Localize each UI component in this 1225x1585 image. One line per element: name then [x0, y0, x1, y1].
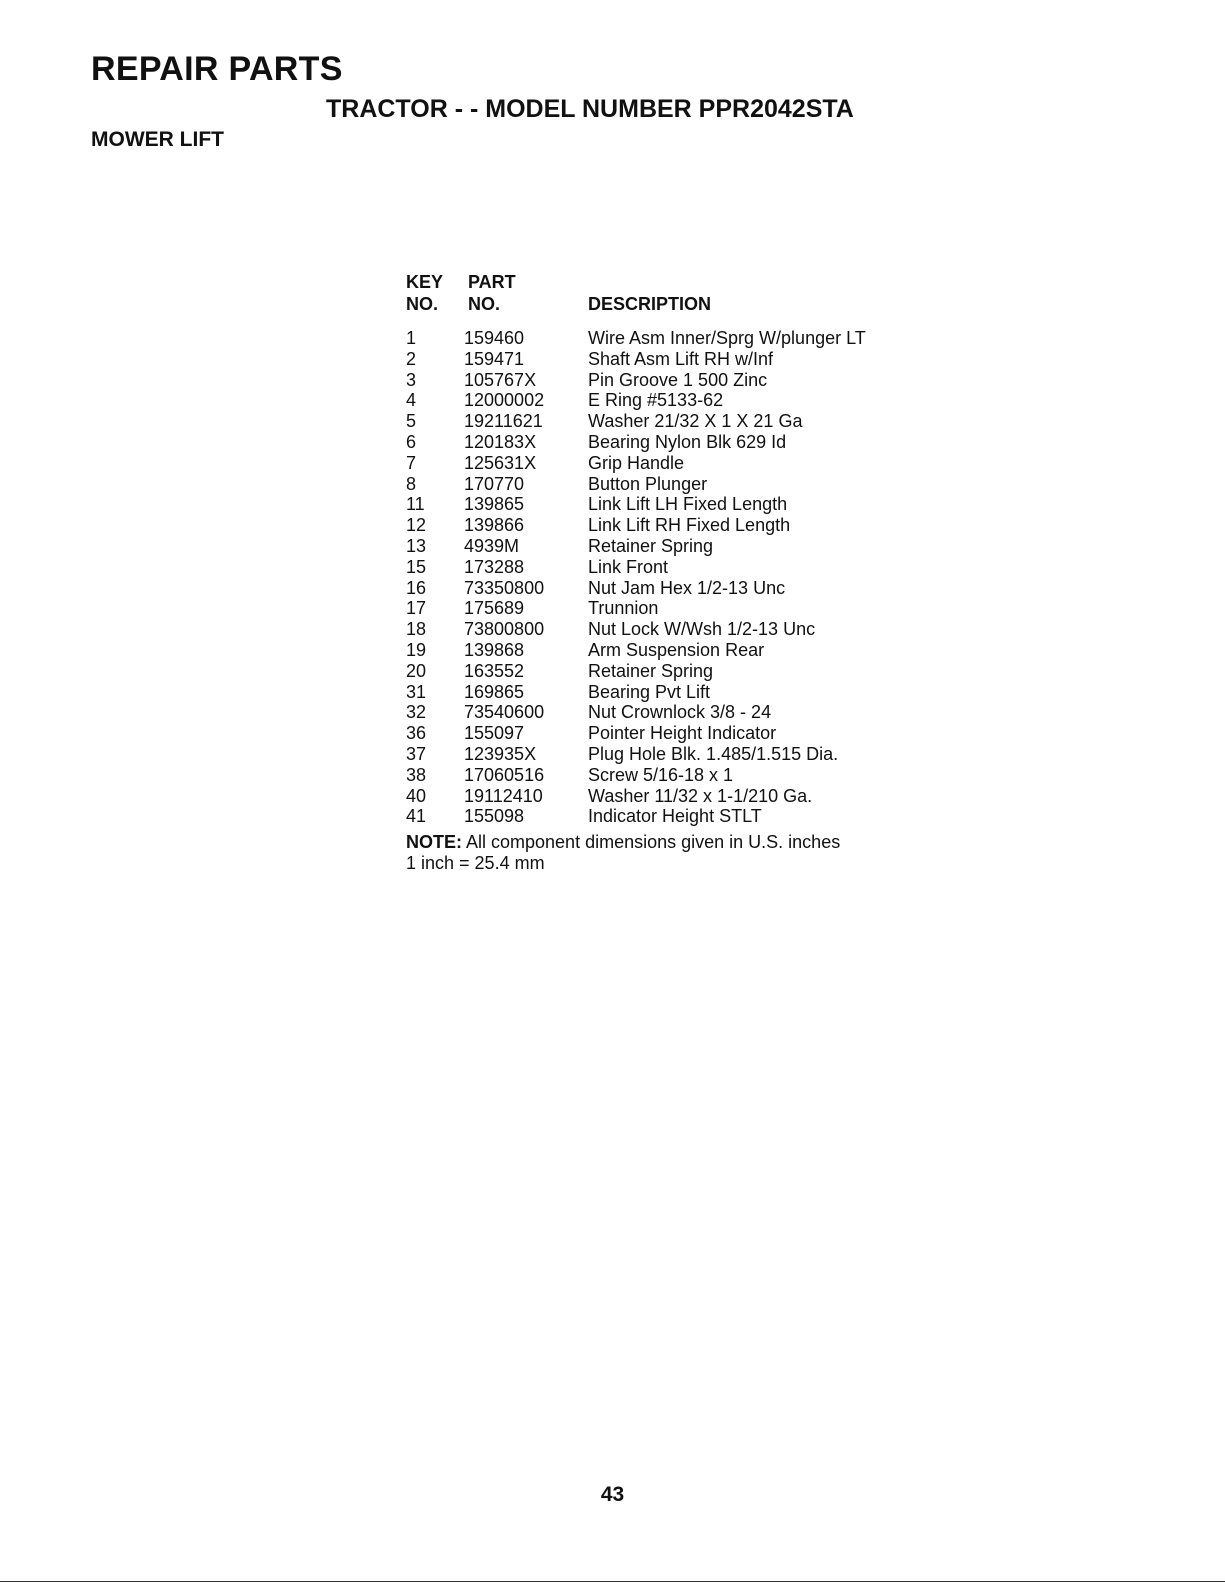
- description: Washer 21/32 X 1 X 21 Ga: [588, 411, 803, 432]
- page-number: 43: [600, 1483, 625, 1506]
- part-no: 175689: [464, 598, 525, 619]
- part-no: 73540600: [464, 702, 545, 723]
- header-key: KEY: [406, 272, 444, 292]
- page-title: REPAIR PARTS: [91, 50, 343, 88]
- description: Screw 5/16-18 x 1: [588, 764, 734, 785]
- note-label: NOTE:: [406, 832, 462, 853]
- table-row: [406, 474, 966, 495]
- note-block: [406, 832, 966, 874]
- parts-table: [406, 272, 966, 874]
- table-row: [406, 432, 966, 453]
- key-no: 16: [406, 577, 427, 598]
- key-no: 4: [406, 390, 417, 411]
- key-no: 7: [406, 452, 417, 473]
- table-row: [406, 723, 966, 744]
- table-row: [406, 411, 966, 432]
- part-no: 155098: [464, 806, 525, 827]
- table-row: [406, 702, 966, 723]
- description: Button Plunger: [588, 473, 708, 494]
- parts-list: [406, 328, 966, 827]
- table-row: [406, 744, 966, 765]
- table-row: [406, 328, 966, 349]
- header-part-no: NO.: [468, 294, 501, 314]
- description: Pin Groove 1 500 Zinc: [588, 369, 768, 390]
- part-no: 173288: [464, 556, 525, 577]
- key-no: 11: [406, 494, 425, 515]
- part-no: 159471: [464, 348, 525, 369]
- key-no: 8: [406, 473, 417, 494]
- description: Bearing Pvt Lift: [588, 681, 711, 702]
- key-no: 19: [406, 639, 427, 660]
- table-header-row-2: [406, 294, 966, 316]
- note-line: [406, 832, 966, 853]
- table-row: [406, 536, 966, 557]
- table-row: [406, 682, 966, 703]
- table-row: [406, 806, 966, 827]
- part-no: 169865: [464, 681, 525, 702]
- header-part: PART: [468, 272, 516, 292]
- part-no: 123935X: [464, 743, 537, 764]
- key-no: 1: [406, 328, 417, 348]
- key-no: 38: [406, 764, 427, 785]
- part-no: 19211621: [464, 411, 543, 432]
- part-no: 159460: [464, 328, 525, 348]
- bottom-rule: [0, 1581, 1225, 1582]
- description: Nut Lock W/Wsh 1/2-13 Unc: [588, 619, 816, 640]
- header-description: DESCRIPTION: [588, 294, 712, 314]
- part-no: 73800800: [464, 619, 545, 640]
- table-header-row-1: [406, 272, 966, 294]
- part-no: 105767X: [464, 369, 537, 390]
- key-no: 12: [406, 515, 427, 536]
- note-text: All component dimensions given in U.S. inches: [462, 832, 841, 853]
- key-no: 15: [406, 556, 427, 577]
- key-no: 13: [406, 535, 427, 556]
- key-no: 6: [406, 431, 417, 452]
- table-row: [406, 765, 966, 786]
- description: Retainer Spring: [588, 535, 714, 556]
- description: E Ring #5133-62: [588, 390, 724, 411]
- table-row: [406, 598, 966, 619]
- part-no: 4939M: [464, 535, 520, 556]
- table-row: [406, 578, 966, 599]
- description: Grip Handle: [588, 452, 685, 473]
- description: Bearing Nylon Blk 629 Id: [588, 431, 787, 452]
- key-no: 41: [406, 806, 427, 827]
- key-no: 31: [406, 681, 427, 702]
- table-row: [406, 494, 966, 515]
- key-no: 3: [406, 369, 417, 390]
- key-no: 37: [406, 743, 427, 764]
- table-row: [406, 640, 966, 661]
- part-no: 139865: [464, 494, 525, 515]
- note-conversion: 1 inch = 25.4 mm: [406, 853, 545, 874]
- table-row: [406, 661, 966, 682]
- description: Arm Suspension Rear: [588, 639, 765, 660]
- part-no: 139866: [464, 515, 525, 536]
- description: Trunnion: [588, 598, 659, 619]
- description: Nut Jam Hex 1/2-13 Unc: [588, 577, 786, 598]
- table-row: [406, 370, 966, 391]
- table-row: [406, 453, 966, 474]
- description: Shaft Asm Lift RH w/Inf: [588, 348, 774, 369]
- key-no: 2: [406, 348, 417, 369]
- part-no: 17060516: [464, 764, 545, 785]
- description: Washer 11/32 x 1-1/210 Ga.: [588, 785, 813, 806]
- key-no: 18: [406, 619, 427, 640]
- description: Link Lift LH Fixed Length: [588, 494, 788, 515]
- key-no: 5: [406, 411, 417, 432]
- description: Retainer Spring: [588, 660, 714, 681]
- section-title: MOWER LIFT: [91, 128, 224, 151]
- description: Indicator Height STLT: [588, 806, 762, 827]
- table-row: [406, 349, 966, 370]
- part-no: 125631X: [464, 452, 537, 473]
- description: Link Lift RH Fixed Length: [588, 515, 791, 536]
- table-row: [406, 390, 966, 411]
- description: Pointer Height Indicator: [588, 723, 777, 744]
- part-no: 12000002: [464, 390, 545, 411]
- description: Link Front: [588, 556, 669, 577]
- part-no: 19112410: [464, 785, 543, 806]
- key-no: 40: [406, 785, 427, 806]
- table-row: [406, 557, 966, 578]
- table-row: [406, 515, 966, 536]
- part-no: 120183X: [464, 431, 537, 452]
- key-no: 36: [406, 723, 427, 744]
- part-no: 155097: [464, 723, 525, 744]
- key-no: 17: [406, 598, 427, 619]
- table-row: [406, 619, 966, 640]
- table-row: [406, 786, 966, 807]
- part-no: 73350800: [464, 577, 545, 598]
- part-no: 163552: [464, 660, 525, 681]
- description: Wire Asm Inner/Sprg W/plunger LT: [588, 328, 866, 348]
- key-no: 20: [406, 660, 427, 681]
- part-no: 170770: [464, 473, 525, 494]
- header-key-no: NO.: [406, 294, 439, 314]
- description: Nut Crownlock 3/8 - 24: [588, 702, 772, 723]
- key-no: 32: [406, 702, 427, 723]
- part-no: 139868: [464, 639, 525, 660]
- model-title: TRACTOR - - MODEL NUMBER PPR2042STA: [326, 95, 854, 123]
- description: Plug Hole Blk. 1.485/1.515 Dia.: [588, 743, 839, 764]
